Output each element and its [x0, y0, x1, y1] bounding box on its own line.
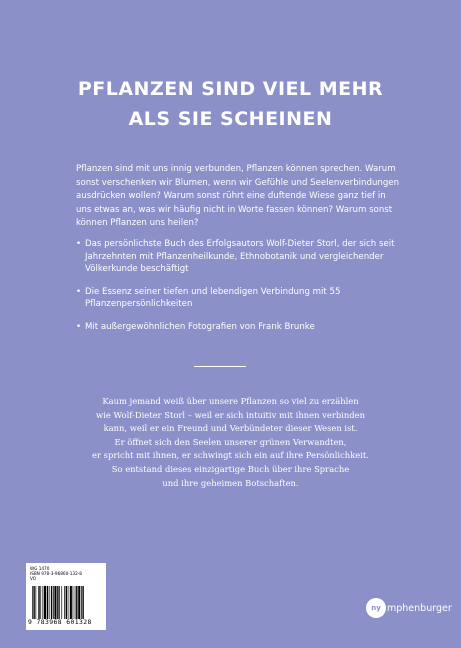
barcode-meta-line: VO [30, 576, 37, 582]
feature-text: Die Essenz seiner tiefen und lebendigen Verbindung mit 55 Pflanzenpersönlichkeiten [85, 286, 341, 310]
feature-text: Das persönlichste Buch des Erfolgsautors Wolf-Dieter Storl, der sich seit Jahrzehnten mit Pflanzenheilkunde, Ethnobotanik und vergleichender Völkerkunde beschäftigt [85, 239, 395, 275]
feature-list-item [76, 321, 400, 334]
blurb-line: Kaum jemand weiß über unsere Pflanzen so viel zu erzählen [102, 396, 359, 406]
barcode-meta-line: ISBN 978-3-96860-132-8 [30, 571, 82, 577]
feature-text: Mit außergewöhnlichen Fotografien von Frank Brunke [85, 321, 315, 332]
blurb-line: wie Wolf-Dieter Storl – weil er sich intuitiv mit ihnen verbinden [96, 409, 365, 420]
barcode-meta-line: WG 1470 [30, 566, 50, 571]
barcode-bars-icon [32, 586, 102, 619]
blurb-line: So entstand dieses einzigartige Buch über ihre Sprache [111, 463, 350, 474]
barcode-digits: 9 783968 601328 [28, 618, 92, 626]
blurb-line: er spricht mit ihnen, er schwingt sich ein auf ihre Persönlichkeit. [92, 450, 369, 461]
headline [0, 74, 461, 134]
bullet-icon: • [76, 239, 82, 249]
divider-line [194, 366, 246, 367]
blurb-line: und ihre geheimen Botschaften. [162, 477, 299, 488]
bullet-icon: • [76, 286, 82, 297]
publisher-logo [366, 596, 452, 620]
publisher-name: mphenburger [387, 602, 452, 614]
intro-paragraph: Pflanzen sind mit uns innig verbunden, Pflanzen können sprechen. Warum sonst verschenken wir Blumen, wenn wir Gefühle und Seelenverbindungen ausdrücken wollen? Warum sonst rührt eine duftende Wiese ganz tief in uns etwas an, was wir häufig nicht in Worte fassen können? Warum sonst können Pflanzen uns heilen? [76, 164, 400, 229]
blurb-paragraph [60, 395, 401, 490]
barcode-meta [30, 566, 82, 582]
blurb-line: Er öffnet sich den Seelen unserer grünen Verwandten, [114, 436, 347, 447]
headline-line-1: PFLANZEN SIND VIEL MEHR [77, 78, 384, 100]
feature-list-item [76, 238, 400, 276]
publisher-mark-icon: ny [366, 598, 386, 618]
feature-list [76, 238, 400, 344]
feature-list-item [76, 286, 400, 311]
isbn-barcode [26, 563, 106, 630]
blurb-line: kann, weil er ein Freund und Verbündeter dieser Wesen ist. [103, 423, 358, 434]
headline-line-2: ALS SIE SCHEINEN [128, 108, 333, 130]
bullet-icon: • [76, 321, 82, 332]
